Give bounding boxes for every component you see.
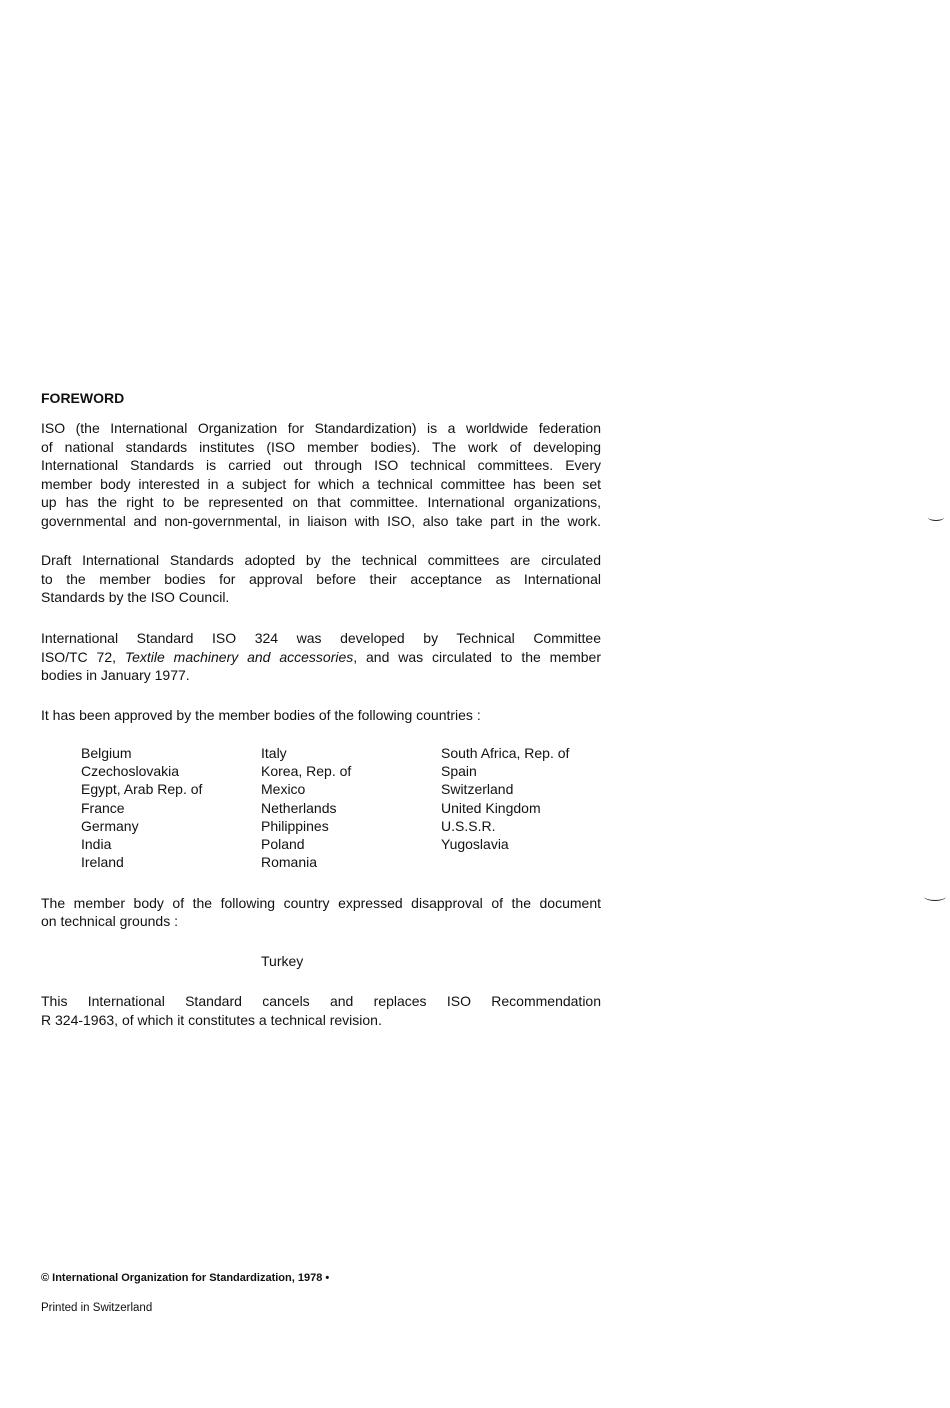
- country-item: South Africa, Rep. of: [441, 745, 570, 761]
- country-item: Czechoslovakia: [81, 763, 180, 780]
- countries-column-2: [261, 744, 351, 871]
- text-line: International Standard ISO 324 was developed by Technical Committee: [41, 630, 601, 646]
- committee-title: Textile machinery and accessories: [124, 649, 354, 665]
- text-line: This International Standard cancels and replaces ISO Recommendation: [41, 993, 601, 1009]
- country-item: Ireland: [81, 854, 124, 871]
- country-item: Switzerland: [441, 781, 514, 798]
- text-line: of national standards institutes (ISO member bodies). The work of developing: [41, 438, 601, 455]
- country-item: Korea, Rep. of: [261, 763, 352, 780]
- disapproving-country: Turkey: [261, 953, 304, 969]
- country-item: U.S.S.R.: [441, 817, 496, 834]
- scan-mark: [924, 892, 946, 901]
- foreword-heading: FOREWORD: [41, 390, 125, 406]
- country-item: Poland: [261, 836, 305, 853]
- text-line: to the member bodies for approval before their acceptance as International: [41, 571, 601, 587]
- text: , and was circulated to the member: [353, 649, 601, 665]
- text-line: R 324-1963, of which it constitutes a technical revision.: [41, 1012, 382, 1028]
- text-line: Draft International Standards adopted by the technical committees are circulated: [41, 552, 601, 568]
- text: ISO/TC 72,: [41, 649, 125, 665]
- printed-in: Printed in Switzerland: [41, 1302, 153, 1314]
- country-item: India: [81, 836, 112, 853]
- country-item: Romania: [261, 854, 318, 871]
- country-item: Philippines: [261, 817, 329, 834]
- scan-mark: [928, 514, 944, 521]
- country-item: Germany: [81, 817, 139, 834]
- country-item: Netherlands: [261, 799, 337, 816]
- text-line: bodies in January 1977.: [41, 667, 190, 683]
- text-line: The member body of the following country expressed disapproval of the document: [41, 895, 601, 911]
- country-item: Mexico: [261, 781, 306, 798]
- countries-column-1: [81, 744, 202, 871]
- country-item: Belgium: [81, 745, 132, 761]
- text-line: Standards by the ISO Council.: [41, 589, 230, 605]
- text-line: International Standards is carried out through ISO technical committees. Every: [41, 457, 601, 473]
- country-item: Spain: [441, 763, 477, 780]
- country-item: France: [81, 799, 125, 816]
- text-line: governmental and non-governmental, in liaison with ISO, also take part in the work.: [41, 512, 601, 529]
- copyright-notice: © International Organization for Standardization, 1978 •: [41, 1272, 330, 1284]
- country-item: United Kingdom: [441, 799, 541, 816]
- approval-statement: It has been approved by the member bodies of the following countries :: [41, 707, 481, 723]
- text-line: up has the right to be represented on that committee. International organizations,: [41, 494, 601, 510]
- country-item: Egypt, Arab Rep. of: [81, 781, 203, 798]
- countries-column-3: [441, 744, 569, 853]
- text-line: member body interested in a subject for which a technical committee has been set: [41, 475, 601, 492]
- text-line: on technical grounds :: [41, 913, 178, 929]
- country-item: Italy: [261, 745, 287, 761]
- text-line: [41, 648, 601, 666]
- text-line: ISO (the International Organization for Standardization) is a worldwide federation: [41, 420, 601, 436]
- country-item: Yugoslavia: [441, 836, 509, 853]
